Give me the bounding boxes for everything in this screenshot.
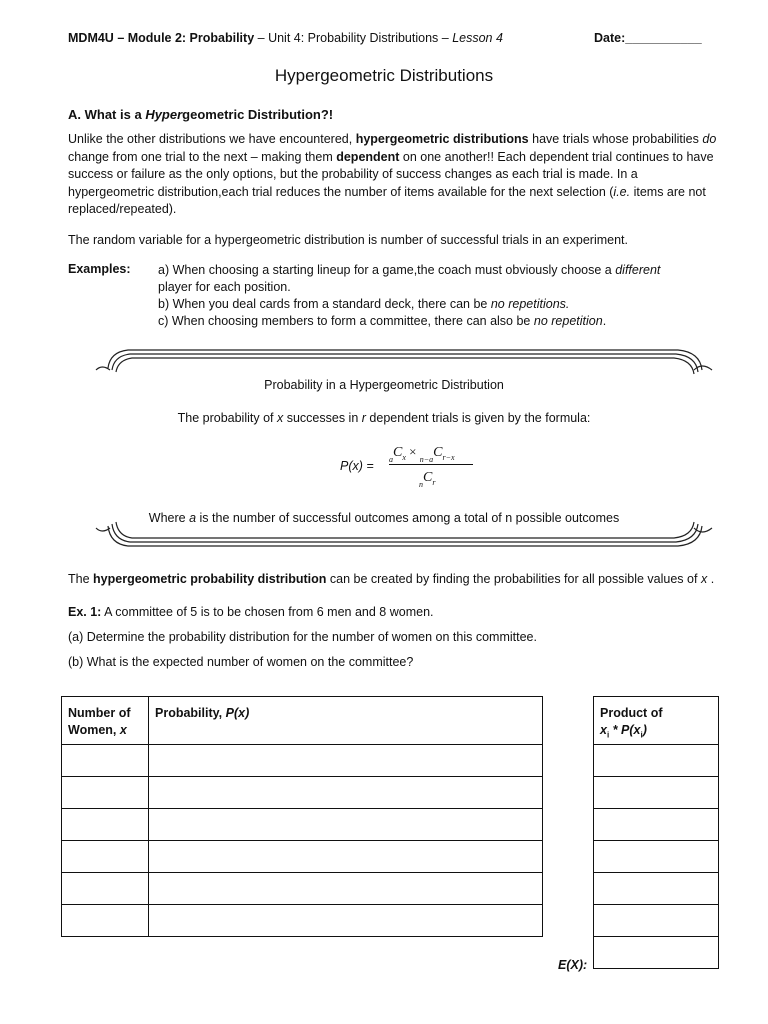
table-row	[594, 745, 719, 777]
scroll-top-decoration	[88, 340, 720, 380]
table-header-row	[62, 697, 543, 745]
cell-product[interactable]	[594, 841, 719, 873]
example-b: b) When you deal cards from a standard deck, there can be no repetitions.	[158, 297, 570, 311]
cell-product[interactable]	[594, 873, 719, 905]
box-formula-intro: The probability of x successes in r dependent trials is given by the formula:	[177, 411, 591, 425]
cell-px[interactable]	[149, 905, 543, 937]
header-product: Product of $x_i * P(x_i)$	[594, 697, 719, 745]
section-a-heading: A. What is a Hypergeometric Distribution?!	[68, 107, 334, 122]
cell-px[interactable]	[149, 873, 543, 905]
formula-numerator: $_aC_x \times _{n-a}C_{r-x}$	[389, 444, 455, 464]
header-left: MDM4U – Module 2: Probability – Unit 4: Probability Distributions – Lesson 4	[68, 31, 503, 45]
hypergeometric-formula	[385, 444, 485, 492]
cell-px[interactable]	[149, 745, 543, 777]
cell-x[interactable]	[62, 809, 149, 841]
cell-x[interactable]	[62, 745, 149, 777]
example-a-cont: player for each position.	[158, 280, 291, 294]
expected-value-row	[594, 937, 719, 969]
cell-product[interactable]	[594, 809, 719, 841]
cell-px[interactable]	[149, 841, 543, 873]
distribution-table	[61, 696, 543, 937]
intro-paragraph: Unlike the other distributions we have encountered, hypergeometric distributions have trials whose probabilities do change from one trial to the next – making them dependent on one another!! Each dependent trial continues to have success or failure as the only options, but the probability of success changes as each trial is made. In a hypergeometric distribution,each trial reduces the number of items available for the next selection (i.e. items are not replaced/repeated).	[68, 132, 717, 216]
product-table	[593, 696, 719, 969]
module-name: Module 2: Probability	[127, 31, 255, 45]
cell-product[interactable]	[594, 905, 719, 937]
example-1-question-b: (b) What is the expected number of women on the committee?	[68, 655, 414, 669]
formula-fraction-bar	[389, 464, 473, 465]
cell-product[interactable]	[594, 745, 719, 777]
box-where-note: Where a is the number of successful outcomes among a total of n possible outcomes	[148, 511, 620, 525]
cell-x[interactable]	[62, 905, 149, 937]
table-row	[594, 841, 719, 873]
table-header-row	[594, 697, 719, 745]
cell-product[interactable]	[594, 777, 719, 809]
table-row	[62, 809, 543, 841]
example-a: a) When choosing a starting lineup for a game,the coach must obviously choose a different	[158, 263, 661, 277]
cell-px[interactable]	[149, 777, 543, 809]
example-1-statement: Ex. 1: A committee of 5 is to be chosen from 6 men and 8 women.	[68, 605, 434, 619]
cell-x[interactable]	[62, 841, 149, 873]
examples-list	[158, 262, 718, 330]
table-row	[594, 777, 719, 809]
table-row	[62, 841, 543, 873]
example-1-question-a: (a) Determine the probability distribution for the number of women on this committee.	[68, 630, 537, 644]
page-title: Hypergeometric Distributions	[274, 66, 494, 85]
formula-denominator: $_nC_r$	[419, 470, 436, 489]
table-row	[594, 905, 719, 937]
cell-x[interactable]	[62, 873, 149, 905]
example-c: c) When choosing members to form a committee, there can also be no repetition.	[158, 314, 607, 328]
table-row	[62, 873, 543, 905]
random-variable-paragraph: The random variable for a hypergeometric distribution is number of successful trials in an experiment.	[68, 233, 628, 247]
table-row	[62, 745, 543, 777]
cell-expected-value[interactable]	[594, 937, 719, 969]
formula-lhs: P(x) =	[340, 459, 374, 473]
box-heading: Probability in a Hypergeometric Distribution	[264, 378, 504, 392]
cell-x[interactable]	[62, 777, 149, 809]
date-field: Date:___________	[594, 31, 702, 45]
table-row	[594, 873, 719, 905]
header-number-of-women: Number of Women, x	[62, 697, 149, 745]
table-row	[62, 905, 543, 937]
lesson-name: Lesson 4	[452, 31, 503, 45]
table-row	[594, 809, 719, 841]
cell-px[interactable]	[149, 809, 543, 841]
distribution-sentence: The hypergeometric probability distribution can be created by finding the probabilities for all possible values of x .	[68, 572, 715, 586]
expected-value-label: E(X):	[558, 958, 588, 972]
examples-label: Examples:	[68, 262, 131, 276]
unit-name: Unit 4: Probability Distributions	[268, 31, 439, 45]
course-code: MDM4U	[68, 31, 114, 45]
header-probability: Probability, P(x)	[149, 697, 543, 745]
table-row	[62, 777, 543, 809]
